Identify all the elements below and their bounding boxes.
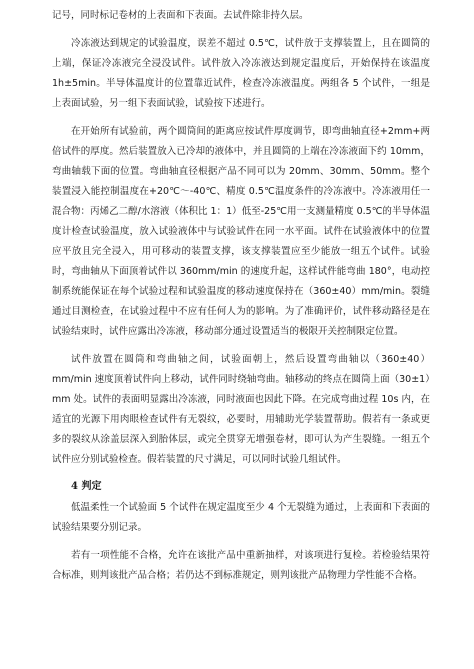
paragraph-test-procedure: 试件放置在圆筒和弯曲轴之间，试验面朝上，然后设置弯曲轴以（360±40）mm/min 速度顶着试件向上移动，试件同时绕轴弯曲。轴移动的终点在圆筒上面（30±1）mm 处。试件的表面明显露出冷冻液，同时液面也因此下降。在完成弯曲过程 10s 内，在适宜的光源下用肉眼检查试件有无裂纹，必要时，用辅助光学装置帮助。假若有一条或更多的裂纹从涂盖层深入到胎体层，或完全贯穿无增强卷材，即可认为产生裂缝。一组五个试件应分别试验检查。假若装置的尺寸满足，可以同时试验几组试件。 [52,354,430,465]
paragraph-retest-rule: 若有一项性能不合格，允许在该批产品中重新抽样，对该项进行复检。若检验结果符合标准，则判该批产品合格；若仍达不到标准规定，则判该批产品物理力学性能不合格。 [52,550,430,581]
paragraph-conditioning: 冷冻液达到规定的试验温度，误差不超过 0.5℃，试件放于支撑装置上，且在圆筒的上端，保证冷冻液完全浸没试件。试件放入冷冻液达到规定温度后，开始保持在该温度 1h±5min。半导体温度计的位置靠近试件，检查冷冻液温度。两组各 5 个试件，一组是上表面试验，另一组下表面试验，试验按下述进行。 [52,38,430,109]
section-heading-judgement: 4 判定 [71,481,102,492]
paragraph-pass-criteria: 低温柔性一个试验面 5 个试件在规定温度至少 4 个无裂缝为通过，上表面和下表面的试验结果要分别记录。 [52,502,430,533]
paragraph-marking: 记号，同时标记卷材的上表面和下表面。去试件除非持久层。 [52,10,309,21]
paragraph-apparatus-setup: 在开始所有试验前，两个圆筒间的距离应按试件厚度调节，即弯曲轴直径+2mm+两倍试件的厚度。然后装置放入已冷却的液体中，并且圆筒的上端在冷冻液面下约 10mm，弯曲轴载下面的位置。弯曲轴直径根据产品不同可以为 20mm、30mm、50mm。整个装置浸入能控制温度在+20℃～-40℃、精度 0.5℃温度条件的冷冻液中。冷冻液用任一混合物：丙烯乙二醇/水溶液（体积比 1：1）低至-25℃用一支测量精度 0.5℃的半导体温度计检查试验温度，放入试验液体中与试验试件在同一水平面。试件在试验液体中的位置应平放且完全浸入，用可移动的装置支撑，该支撑装置应至少能放一组五个试件。试验时，弯曲轴从下面顶着试件以 360mm/min 的速度升起，这样试件能弯曲 180°，电动控制系统能保证在每个试验过程和试验温度的移动速度保持在（360±40）mm/min。裂缝通过目测检查，在试验过程中不应有任何人为的影响。为了准确评价，试件移动路径是在试验结束时，试件应露出冷冻液，移动部分通过设置适当的极限开关控制限定位置。 [52,126,430,337]
